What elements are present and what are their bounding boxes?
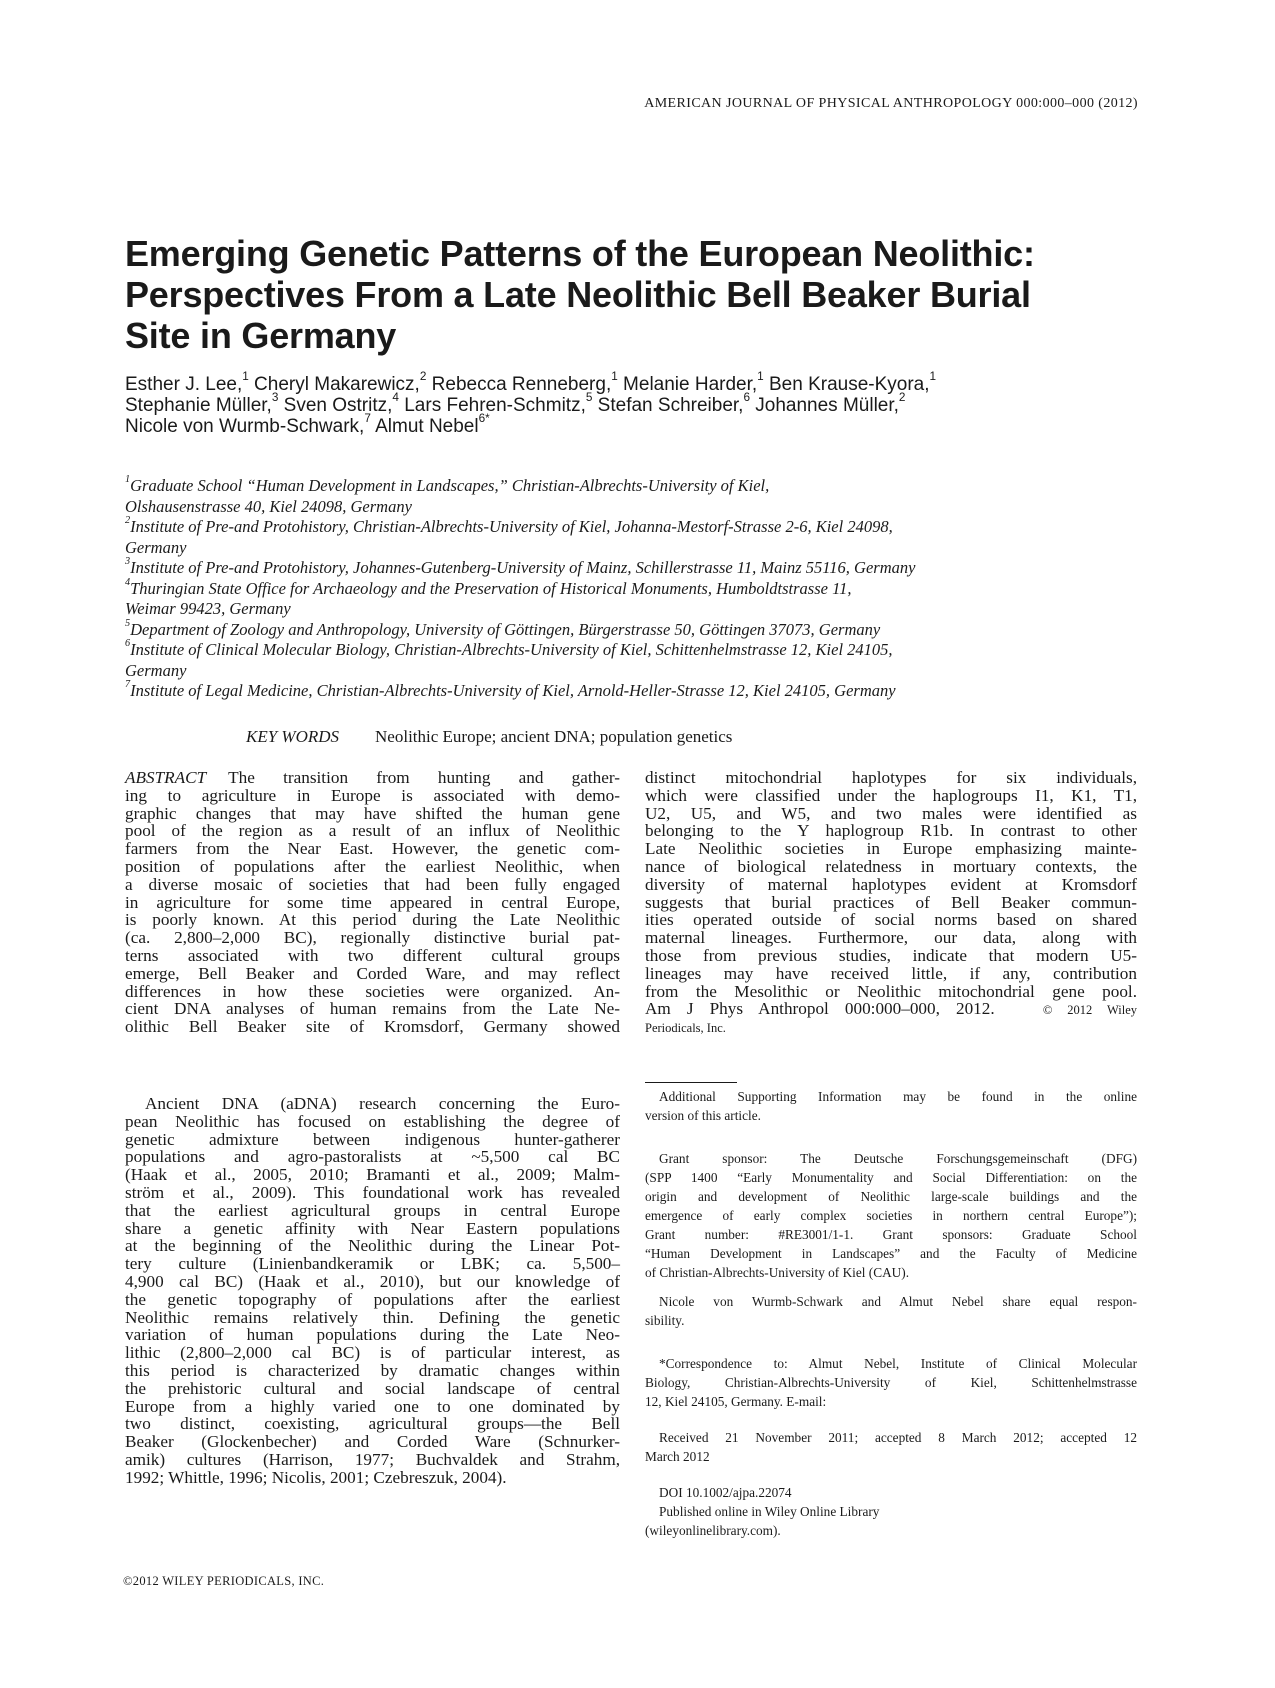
title-line: Emerging Genetic Patterns of the European Neolithic: [125, 233, 1035, 274]
intro-line: that the earliest agricultural groups in central Europe [125, 1200, 620, 1220]
abstract-left-column [125, 769, 620, 1036]
intro-line: pean Neolithic has focused on establishing the degree of [125, 1111, 620, 1131]
abstract-line: olithic Bell Beaker site of Kromsdorf, Germany showed [125, 1017, 620, 1037]
abstract-line: which were classified under the haplogroups I1, K1, T1, [645, 785, 1137, 805]
affiliation-line: $^4$Thuringian State Office for Archaeology and the Preservation of Historical Monuments, Humboldtstrasse 11, [125, 576, 852, 598]
author-affil-ref: 2 [898, 391, 906, 405]
abstract-line: differences in how these societies were organized. An- [125, 981, 620, 1001]
author-affil-ref: 3 [271, 391, 279, 405]
affiliation-line: $^6$Institute of Clinical Molecular Biology, Christian-Albrechts-University of Kiel, Schittenhelmstrasse 12, Kiel 24105, [125, 638, 893, 659]
abstract-line: those from previous studies, indicate that modern U5- [645, 945, 1137, 965]
introduction-text [125, 1095, 620, 1487]
footnote-rule [645, 1082, 737, 1083]
author-name: Nicole von Wurmb-Schwark, [125, 416, 365, 437]
intro-line: Europe from a highly varied one to one dominated by [125, 1396, 620, 1416]
affiliation-line: Germany [125, 660, 187, 680]
author-line [125, 391, 1135, 416]
author-affil-ref: 1 [757, 370, 764, 384]
equal-contribution-note: Nicole von Wurmb-Schwark and Almut Nebel share equal respon- sibility. [645, 1294, 1137, 1328]
abstract-line: pool of the region as a result of an influx of Neolithic [125, 821, 620, 841]
author-name: Stefan Schreiber, [592, 395, 744, 416]
intro-line: Beaker (Glockenbecher) and Corded Ware (Schnurker- [125, 1432, 620, 1452]
author-name: Johannes Müller, [750, 395, 899, 416]
affiliation-line: Olshausenstrasse 40, Kiel 24098, Germany [125, 496, 412, 516]
author-name: Stephanie Müller, [125, 395, 272, 416]
grant-note: Grant sponsor: The Deutsche Forschungsgemeinschaft (DFG) (SPP 1400 “Early Monumentality and Social Differentiation: on the origin and development of Neolithic large-scale buildings and the emergence of early complex societies in northern central Europe”); Grant number: #RE3001/1-1. Grant sponsors: Graduate School “Human Development in Landscapes” and the Faculty of Medicine of Christian-Albrechts-University of Kiel (CAU). [645, 1151, 1137, 1280]
abstract-line: ing to agriculture in Europe is associated with demo- [125, 785, 620, 805]
intro-line: lithic (2,800–2,000 cal BC) is of particular interest, as [125, 1343, 620, 1363]
keywords-text: Neolithic Europe; ancient DNA; population genetics [375, 727, 733, 746]
intro-line: Neolithic remains relatively thin. Defining the genetic [125, 1307, 620, 1327]
intro-line: at the beginning of the Neolithic during the Linear Pot- [125, 1236, 620, 1256]
author-affil-ref: 6 [743, 391, 750, 405]
abstract-citation: Am J Phys Anthropol 000:000–000, 2012. [645, 999, 995, 1019]
intro-line: (Haak et al., 2005, 2010; Bramanti et al., 2009; Malm- [125, 1165, 620, 1185]
intro-line: Ancient DNA (aDNA) research concerning the Euro- [145, 1094, 620, 1113]
intro-line: ström et al., 2009). This foundational work has revealed [125, 1182, 620, 1202]
doi: DOI 10.1002/ajpa.22074 [659, 1485, 792, 1500]
abstract-line: cient DNA analyses of human remains from the Late Ne- [125, 999, 620, 1019]
author-affil-ref: 2 [419, 370, 427, 384]
abstract-line: from the Mesolithic or Neolithic mitochondrial gene pool. [645, 981, 1137, 1001]
abstract-line: belonging to the Y haplogroup R1b. In contrast to other [645, 821, 1137, 841]
author-name: Almut Nebel [370, 416, 479, 437]
abstract-copyright-cont: Periodicals, Inc. [645, 1021, 726, 1036]
received-note: Received 21 November 2011; accepted 8 March 2012; accepted 12 March 2012 [645, 1430, 1137, 1464]
author-affil-ref: 4 [392, 391, 399, 405]
abstract-line: nance of biological relatedness in mortuary contexts, the [645, 856, 1137, 876]
keywords [246, 727, 732, 747]
supporting-info-note: Additional Supporting Information may be found in the online version of this article. [645, 1089, 1137, 1123]
author-name: Ben Krause-Kyora, [763, 374, 930, 395]
affiliation-line: Weimar 99423, Germany [125, 599, 291, 618]
intro-line: the genetic topography of populations after the earliest [125, 1289, 620, 1309]
intro-line: variation of human populations during the Late Neo- [125, 1325, 620, 1345]
intro-line: 4,900 cal BC) (Haak et al., 2010), but our knowledge of [125, 1271, 620, 1291]
abstract-line: a diverse mosaic of societies that had been fully engaged [125, 874, 620, 894]
abstract-label: ABSTRACT [125, 768, 207, 787]
affiliation-line: $^5$Department of Zoology and Anthropology, University of Göttingen, Bürgerstrasse 50, Göttingen 37073, Germany [125, 617, 881, 639]
intro-line: 1992; Whittle, 1996; Nicolis, 2001; Czebreszuk, 2004). [125, 1467, 507, 1487]
doi-note: DOI 10.1002/ajpa.22074 Published online in Wiley Online Library (wileyonlinelibrary.com). [645, 1483, 1137, 1540]
intro-line: populations and agro-pastoralists at ~5,500 cal BC [125, 1147, 620, 1167]
abstract-line: ABSTRACT The transition from hunting and gather- [125, 768, 620, 787]
affiliation-line: $^2$Institute of Pre-and Protohistory, Christian-Albrechts-University of Kiel, Johanna-Mestorf-Strasse 2-6, Kiel 24098, [125, 515, 893, 536]
intro-line: tery culture (Linienbandkeramik or LBK; ca. 5,500– [125, 1254, 620, 1274]
abstract-line: farmers from the Near East. However, the genetic com- [125, 839, 620, 859]
author-name: Esther J. Lee, [125, 374, 243, 395]
abstract-line: graphic changes that may have shifted the human gene [125, 803, 620, 823]
affiliation-line: $^7$Institute of Legal Medicine, Christian-Albrechts-University of Kiel, Arnold-Heller-Strasse 12, Kiel 24105, Germany [125, 679, 896, 700]
article-title [125, 233, 1135, 356]
intro-line: this period is characterized by dramatic changes within [125, 1360, 620, 1380]
keywords-label: KEY WORDS [246, 727, 340, 746]
abstract-line: Late Neolithic societies in Europe emphasizing mainte- [645, 839, 1137, 859]
abstract-line: emerge, Bell Beaker and Corded Ware, and may reflect [125, 963, 620, 983]
abstract-copyright: © 2012 Wiley [1042, 1003, 1137, 1018]
abstract-line: (ca. 2,800–2,000 BC), regionally distinctive burial pat- [125, 928, 620, 948]
affiliation-line: $^3$Institute of Pre-and Protohistory, Johannes-Gutenberg-University of Mainz, Schillerstrasse 11, Mainz 55116, Germany [125, 556, 916, 577]
affiliation-line: Germany [125, 537, 187, 557]
abstract-right-column [645, 769, 1137, 1038]
abstract-line: is poorly known. At this period during the Late Neolithic [125, 910, 620, 930]
intro-line: amik) cultures (Harrison, 1977; Buchvaldek and Strahm, [125, 1449, 620, 1469]
author-line [125, 412, 1135, 437]
abstract-line: distinct mitochondrial haplotypes for six individuals, [645, 768, 1137, 787]
intro-line: share a genetic affinity with Near Eastern populations [125, 1218, 620, 1238]
affiliation-line: $^1$Graduate School “Human Development in Landscapes,” Christian-Albrechts-University of Kiel, [125, 474, 770, 495]
intro-line: two distinct, coexisting, agricultural groups—the Bell [125, 1414, 620, 1434]
author-name: Melanie Harder, [617, 374, 758, 395]
author-affil-ref: 5 [585, 391, 593, 405]
author-name: Cheryl Makarewicz, [248, 374, 420, 395]
abstract-line: diversity of maternal haplotypes evident at Kromsdorf [645, 874, 1137, 894]
abstract-line: terns associated with two different cultural groups [125, 945, 620, 965]
author-affil-ref: 1 [242, 370, 249, 384]
author-affil-ref: 6* [478, 412, 490, 426]
abstract-line: maternal lineages. Furthermore, our data, along with [645, 928, 1137, 948]
footer-copyright: ©2012 WILEY PERIODICALS, INC. [123, 1574, 325, 1588]
abstract-line: in agriculture for some time appeared in central Europe, [125, 892, 620, 912]
author-name: Sven Ostritz, [278, 395, 393, 416]
author-affil-ref: 7 [364, 412, 371, 426]
running-head: AMERICAN JOURNAL OF PHYSICAL ANTHROPOLOGY 000:000–000 (2012) [644, 96, 1138, 111]
abstract-line: lineages may have received little, if any, contribution [645, 963, 1137, 983]
abstract-line: position of populations after the earliest Neolithic, when [125, 856, 620, 876]
abstract-citation-line [645, 1000, 1137, 1020]
title-line: Site in Germany [125, 315, 397, 356]
abstract-line: suggests that burial practices of Bell Beaker commun- [645, 892, 1137, 912]
affiliation-list [125, 476, 1145, 702]
title-line: Perspectives From a Late Neolithic Bell Beaker Burial [125, 274, 1031, 315]
abstract-line: ities operated outside of social norms based on shared [645, 910, 1137, 930]
author-name: Lars Fehren-Schmitz, [398, 395, 586, 416]
intro-line: the prehistoric cultural and social landscape of central [125, 1378, 620, 1398]
author-affil-ref: 1 [929, 370, 937, 384]
author-list [125, 370, 1135, 437]
correspondence-note: *Correspondence to: Almut Nebel, Institute of Clinical Molecular Biology, Christian-Albrechts-University of Kiel, Schittenhelmstrasse 12, Kiel 24105, Germany. E-mail: [645, 1356, 1137, 1409]
author-name: Rebecca Renneberg, [426, 374, 612, 395]
abstract-line: U2, U5, and W5, and two males were identified as [645, 803, 1137, 823]
intro-line: genetic admixture between indigenous hunter-gatherer [125, 1129, 620, 1149]
author-affil-ref: 1 [611, 370, 618, 384]
